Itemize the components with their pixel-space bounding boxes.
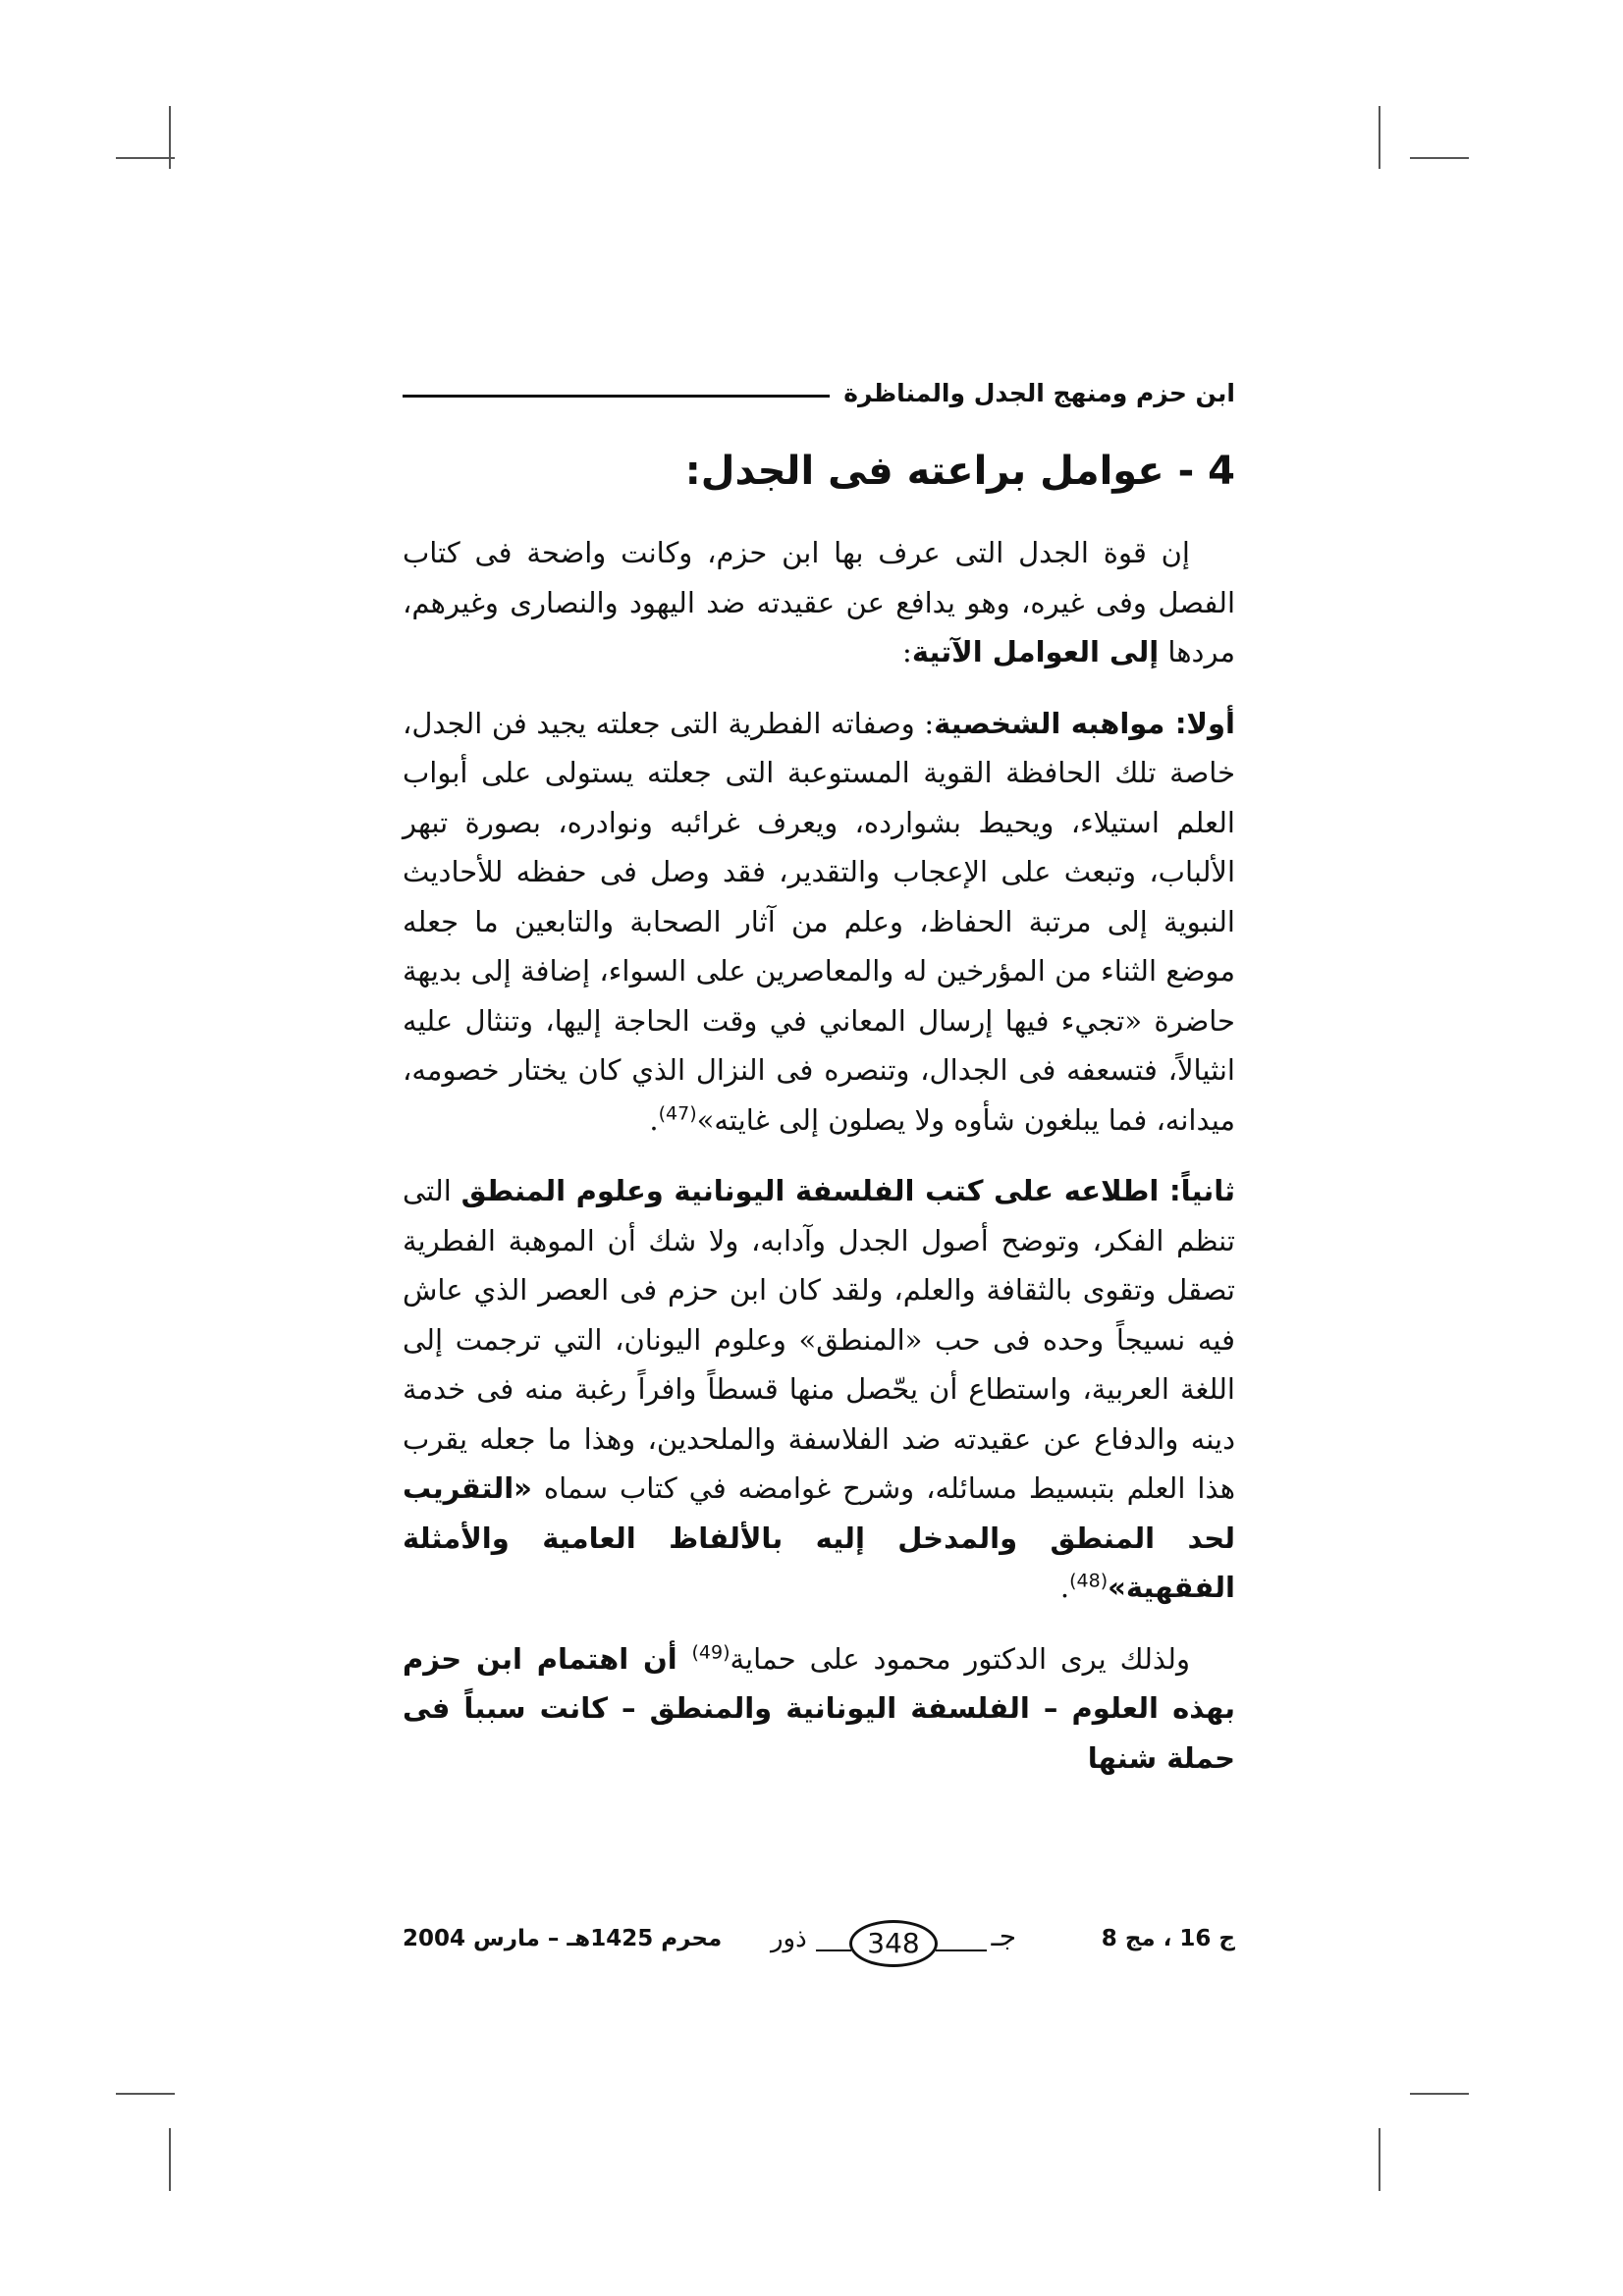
crop-mark (1379, 2128, 1380, 2191)
first-end: . (649, 1102, 659, 1137)
journal-word-left: ذور (771, 1924, 807, 1953)
second-text: التى تنظم الفكر، وتوضح أصول الجدل وآدابه، ولا شك أن الموهبة الفطرية تصقل وتقوى بالثقافة والعلم، ولقد كان ابن حزم فى العصر الذي عاش فيه نسيجاً وحده فى حب «المنطق» وعلوم اليونان، التي ترجمت إلى اللغة العربية، واستطاع أن يحّصل منها قسطاً وافراً رغبة منه فى خدمة دينه والدفاع عن عقيدته ضد الفلاسفة والملحدين، وهذا ما جعله يقرب هذا العلم بتبسيط مسائله، وشرح غوامضه في كتاب سماه (403, 1174, 1235, 1505)
crop-mark (116, 2093, 175, 2095)
journal-line (936, 1949, 987, 1951)
footnote-ref-49: (49) (691, 1640, 730, 1663)
page-body (403, 363, 1235, 1804)
footnote-ref-48: (48) (1069, 1570, 1109, 1592)
third-text: ولذلك يرى الدكتور محمود على حماية (730, 1641, 1190, 1676)
journal-line (816, 1949, 851, 1951)
third-bold: أن اهتمام ابن حزم بهذه العلوم – الفلسفة اليونانية والمنطق – كانت سبباً فى حملة شنها (403, 1641, 1235, 1775)
footnote-ref-47: (47) (658, 1101, 697, 1124)
paragraph-first (403, 699, 1235, 1146)
crop-mark (169, 106, 171, 169)
first-text: : وصفاته الفطرية التى جعلته يجيد فن الجدل، خاصة تلك الحافظة القوية المستوعبة التى جعلته يستولى على أبواب العلم استيلاء، ويحيط بشوارده، ويعرف غرائبه ونوادره، بصورة تبهر الألباب، وتبعث على الإعجاب والتقدير، فقد وصل فى حفظه للأحاديث النبوية إلى مرتبة الحفاظ، وعلم من آثار الصحابة والتابعين ما جعله موضع الثناء من المؤرخين له والمعاصرين على السواء، إضافة إلى بديهة حاضرة «تجيء فيها إرسال المعاني في وقت الحاجة إليها، وتنثال عليه انثيالاً، فتسعفه فى الجدال، وتنصره فى النزال الذي كان يختار خصومه، ميدانه، فما يبلغون شأوه ولا يصلون إلى غايته» (403, 706, 1235, 1137)
intro-bold: إلى العوامل الآتية (911, 635, 1160, 668)
section-heading: 4 - عوامل براعته فى الجدل: (684, 449, 1235, 494)
footer-date: محرم 1425هـ – مارس 2004 (403, 1926, 723, 1951)
first-label: أولا: مواهبه الشخصية (934, 706, 1235, 740)
crop-mark (116, 157, 175, 159)
intro-text: إن قوة الجدل التى عرف بها ابن حزم، وكانت واضحة فى كتاب الفصل وفى غيره، وهو يدافع عن عقيدته ضد اليهود والنصارى وغيرهم، مردها (403, 536, 1235, 668)
running-head-rule (403, 395, 830, 398)
footer-issue: ج 16 ، مج 8 (1101, 1926, 1235, 1951)
running-head-title: ابن حزم ومنهج الجدل والمناظرة (843, 378, 1235, 407)
page-number: 348 (849, 1920, 938, 1967)
paragraph-third (403, 1634, 1235, 1784)
crop-mark (1379, 106, 1380, 169)
crop-mark (1410, 2093, 1469, 2095)
running-head (403, 363, 1235, 422)
crop-mark (1410, 157, 1469, 159)
footer-journal-mark (771, 1914, 1016, 1973)
paragraph-second (403, 1166, 1235, 1613)
book-title: «التقريب لحد المنطق والمدخل إليه بالألفاظ العامية والأمثلة الفقهية» (403, 1471, 1235, 1604)
journal-word-right: جـ (991, 1920, 1016, 1952)
second-label: ثانياً: اطلاعه على كتب الفلسفة اليونانية وعلوم المنطق (460, 1174, 1235, 1207)
crop-mark (169, 2128, 171, 2191)
paragraph-intro (403, 528, 1235, 677)
second-end: . (1059, 1571, 1070, 1604)
intro-end: : (902, 635, 912, 668)
page-footer (403, 1914, 1235, 1973)
